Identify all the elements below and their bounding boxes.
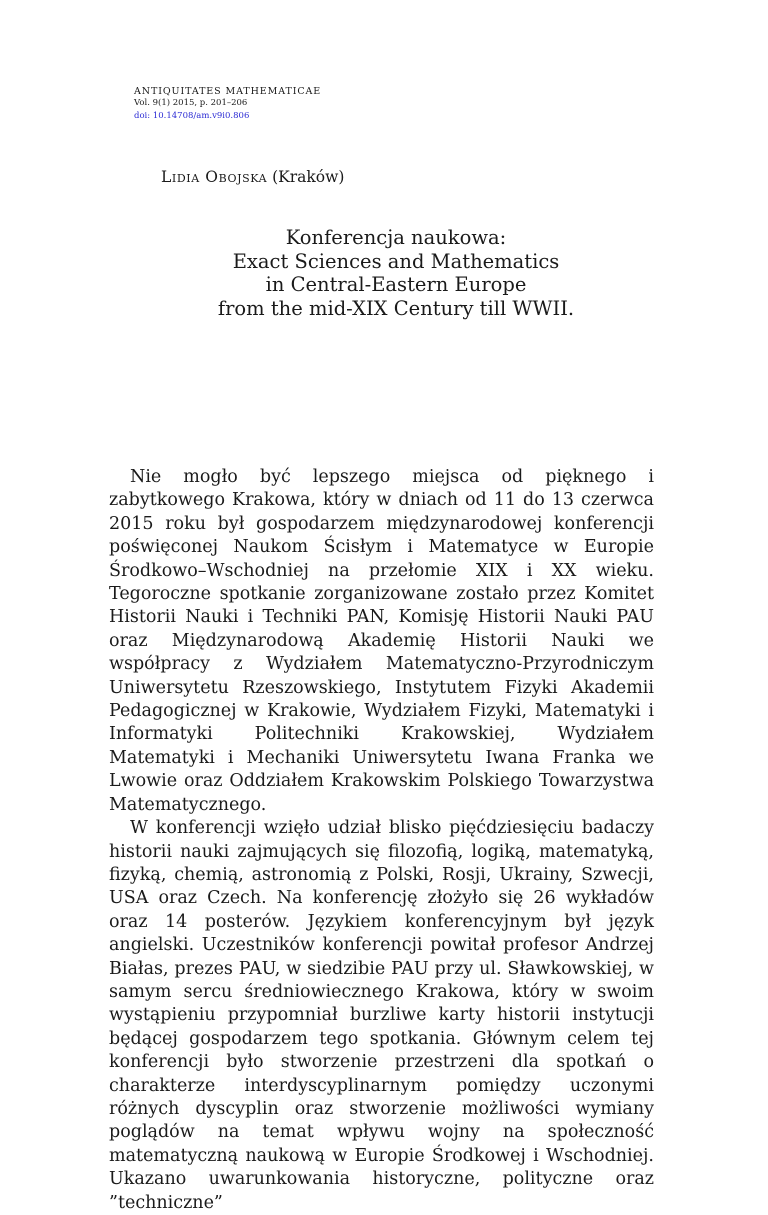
body-paragraph: Nie mogło być lepszego miejsca od pięknego i zabytkowego Krakowa, który w dniach od 11 do 13 czerwca 2015 roku był gospodarzem międzynarodowej konferencji poświęconej Naukom Ścisłym i Matematyce w Europie Środkowo–Wschodniej na przełomie XIX i XX wieku. Tegoroczne spotkanie zorganizowane zostało przez Komitet Historii Nauki i Techniki PAN, Komisję Historii Nauki PAU oraz Międzynarodową Akademię Historii Nauki we współpracy z Wydziałem Matematyczno-Przyrodniczym Uniwersytetu Rzeszowskiego, Instytutem Fizyki Akademii Pedagogicznej w Krakowie, Wydziałem Fizyki, Matematyki i Informatyki Politechniki Krakowskiej, Wydziałem Matematyki i Mechaniki Uniwersytetu Iwana Franka we Lwowie oraz Oddziałem Krakowskim Polskiego Towarzystwa Matematycznego. [109,467,654,815]
body-paragraph: W konferencji wzięło udział blisko pięćdziesięciu badaczy historii nauki zajmujących się filozofią, logiką, matematyką, fizyką, chemią, astronomią z Polski, Rosji, Ukrainy, Szwecji, USA oraz Czech. Na konferencję złożyło się 26 wykładów oraz 14 posterów. Językiem konferencyjnym był język angielski. Uczestników konferencji powitał profesor Andrzej Białas, prezes PAU, w siedzibie PAU przy ul. Sławkowskiej, w samym sercu średniowiecznego Krakowa, który w swoim wystąpieniu przypomniał burzliwe karty historii instytucji będącej gospodarzem tego spotkania. Głównym celem tej konferencji było stworzenie przestrzeni dla spotkań o charakterze interdyscyplinarnym pomiędzy uczonymi różnych dyscyplin oraz stworzenie możliwości wymiany poglądów na temat wpływu wojny na społeczność matematyczną naukową w Europie Środkowej i Wschodniej. Ukazano uwarunkowania historyczne, polityczne oraz ”techniczne” [109,818,654,1213]
author-affiliation: (Kraków) [272,168,345,186]
title-line: Exact Sciences and Mathematics [232,249,560,273]
doi-link[interactable]: doi: 10.14708/am.v9i0.806 [134,111,250,121]
title-line: from the mid-XIX Century till WWII. [217,296,575,320]
author-name: Lidia Obojska [161,168,268,186]
journal-name: ANTIQUITATES MATHEMATICAE [134,86,322,97]
article-title [134,226,658,320]
title-line: Konferencja naukowa: [285,226,507,249]
article-body [109,466,654,1215]
author-line [161,167,344,187]
title-line: in Central-Eastern Europe [265,273,527,296]
volume-info: Vol. 9(1) 2015, p. 201–206 [134,98,248,108]
